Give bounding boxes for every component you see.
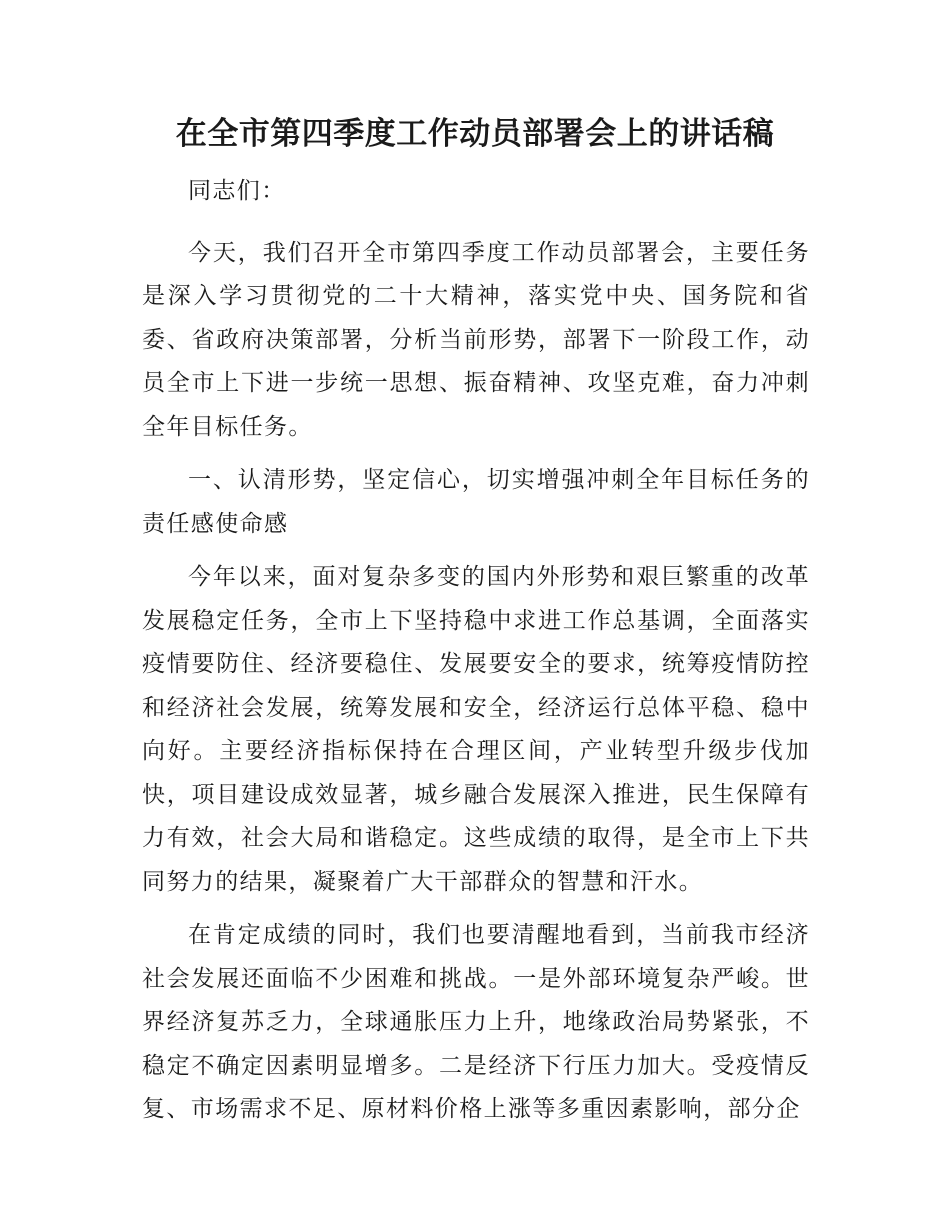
- document-title: 在全市第四季度工作动员部署会上的讲话稿: [175, 116, 775, 152]
- section-heading-1: 一、认清形势，坚定信心，切实增强冲刺全年目标任务的责任感使命感: [142, 467, 810, 537]
- paragraph-achievements: 今年以来，面对复杂多变的国内外形势和艰巨繁重的改革发展稳定任务，全市上下坚持稳中求进工作总基调，全面落实疫情要防住、经济要稳住、发展要安全的要求，统筹疫情防控和经济社会发展，统筹发展和安全，经济运行总体平稳、稳中向好。主要经济指标保持在合理区间，产业转型升级步伐加快，项目建设成效显著，城乡融合发展深入推进，民生保障有力有效，社会大局和谐稳定。这些成绩的取得，是全市上下共同努力的结果，凝聚着广大干部群众的智慧和汗水。: [142, 564, 810, 895]
- paragraph-challenges: 在肯定成绩的同时，我们也要清醒地看到，当前我市经济社会发展还面临不少困难和挑战。一是外部环境复杂严峻。世界经济复苏乏力，全球通胀压力上升，地缘政治局势紧张，不稳定不确定因素明显增多。二是经济下行压力加大。受疫情反复、市场需求不足、原材料价格上涨等多重因素影响，部分企: [142, 922, 810, 1122]
- paragraph-intro: 今天，我们召开全市第四季度工作动员部署会，主要任务是深入学习贯彻党的二十大精神，落实党中央、国务院和省委、省政府决策部署，分析当前形势，部署下一阶段工作，动员全市上下进一步统一思想、振奋精神、攻坚克难，奋力冲刺全年目标任务。: [142, 239, 810, 440]
- document-body: [142, 170, 810, 1142]
- salutation: 同志们：: [188, 178, 286, 204]
